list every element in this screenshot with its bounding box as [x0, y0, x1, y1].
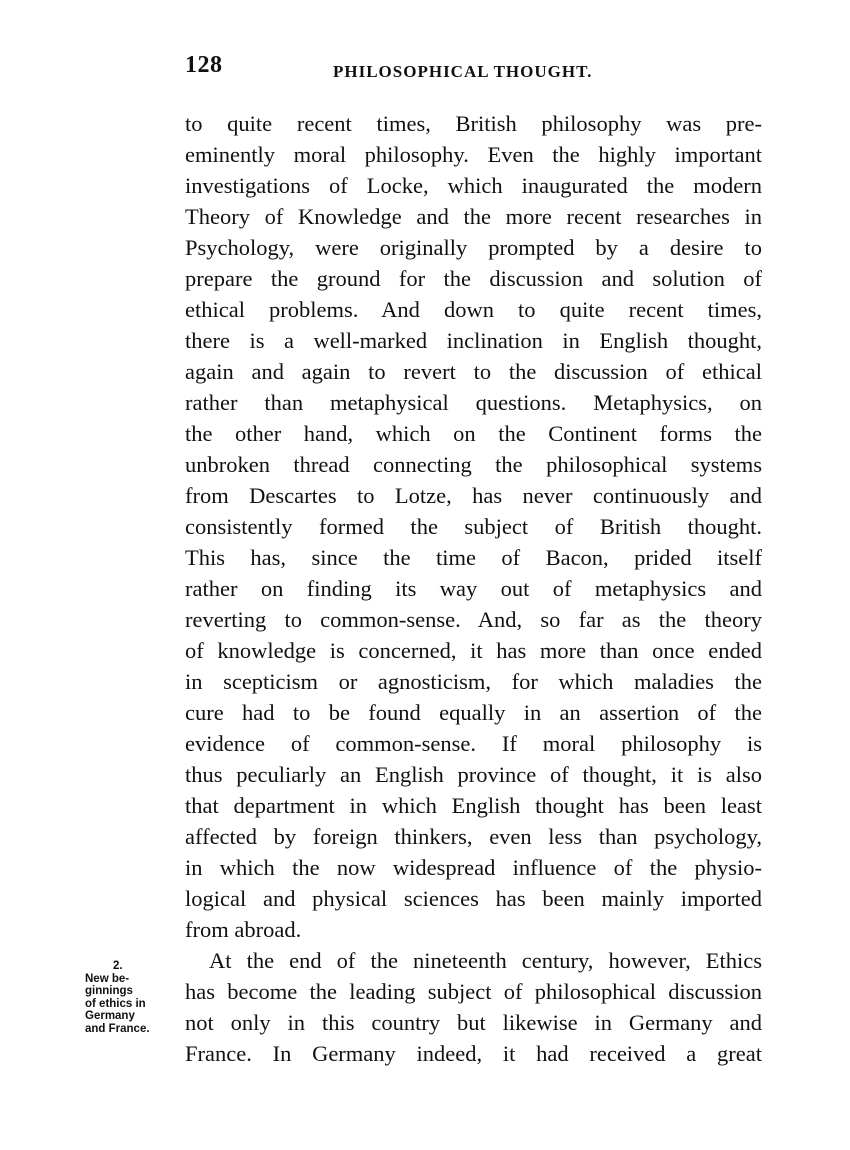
text-line: Psychology, were originally prompted by a desire to	[185, 235, 762, 260]
text-line: Theory of Knowledge and the more recent researches in	[185, 204, 762, 229]
margin-note-line: and France.	[85, 1022, 150, 1035]
body-text	[185, 108, 762, 1069]
text-line: cure had to be found equally in an assertion of the	[185, 700, 762, 725]
margin-note-line: of ethics in	[85, 997, 146, 1010]
running-title: PHILOSOPHICAL THOUGHT.	[333, 62, 593, 81]
section-number: 2.	[113, 960, 123, 972]
text-line: not only in this country but likewise in Germany and	[185, 1010, 762, 1035]
text-line: affected by foreign thinkers, even less than psychology,	[185, 824, 762, 849]
text-line: logical and physical sciences has been mainly imported	[185, 886, 762, 911]
text-line: thus peculiarly an English province of thought, it is also	[185, 762, 762, 787]
text-line: At the end of the nineteenth century, however, Ethics	[209, 948, 762, 973]
text-line: again and again to revert to the discussion of ethical	[185, 359, 762, 384]
margin-note-line: New be-	[85, 972, 130, 985]
text-line: eminently moral philosophy. Even the highly important	[185, 142, 762, 167]
page-header	[185, 52, 760, 88]
text-line: in which the now widespread influence of the physio-	[185, 855, 762, 880]
text-line: of knowledge is concerned, it has more than once ended	[185, 638, 762, 663]
text-line: evidence of common-sense. If moral philosophy is	[185, 731, 762, 756]
text-line: to quite recent times, British philosophy was pre-	[185, 111, 762, 136]
text-line: has become the leading subject of philosophical discussion	[185, 979, 762, 1004]
text-line: rather on finding its way out of metaphysics and	[185, 576, 762, 601]
margin-note-line: Germany	[85, 1010, 135, 1022]
text-line: the other hand, which on the Continent forms the	[185, 421, 762, 446]
margin-note-line: ginnings	[85, 985, 133, 997]
text-line: France. In Germany indeed, it had received a great	[185, 1041, 762, 1066]
page-number: 128	[185, 52, 223, 78]
text-line: This has, since the time of Bacon, prided itself	[185, 545, 762, 570]
text-line: there is a well-marked inclination in English thought,	[185, 328, 762, 353]
text-line: from abroad.	[185, 917, 302, 942]
text-line: rather than metaphysical questions. Metaphysics, on	[185, 390, 762, 415]
text-line: in scepticism or agnosticism, for which maladies the	[185, 669, 762, 694]
text-line: reverting to common-sense. And, so far as the theory	[185, 607, 762, 632]
text-line: consistently formed the subject of British thought.	[185, 514, 762, 539]
margin-note	[85, 960, 180, 1035]
text-line: investigations of Locke, which inaugurated the modern	[185, 173, 762, 198]
text-line: ethical problems. And down to quite recent times,	[185, 297, 762, 322]
text-line: unbroken thread connecting the philosophical systems	[185, 452, 762, 477]
text-line: prepare the ground for the discussion and solution of	[185, 266, 762, 291]
text-line: that department in which English thought has been least	[185, 793, 762, 818]
text-line: from Descartes to Lotze, has never continuously and	[185, 483, 762, 508]
